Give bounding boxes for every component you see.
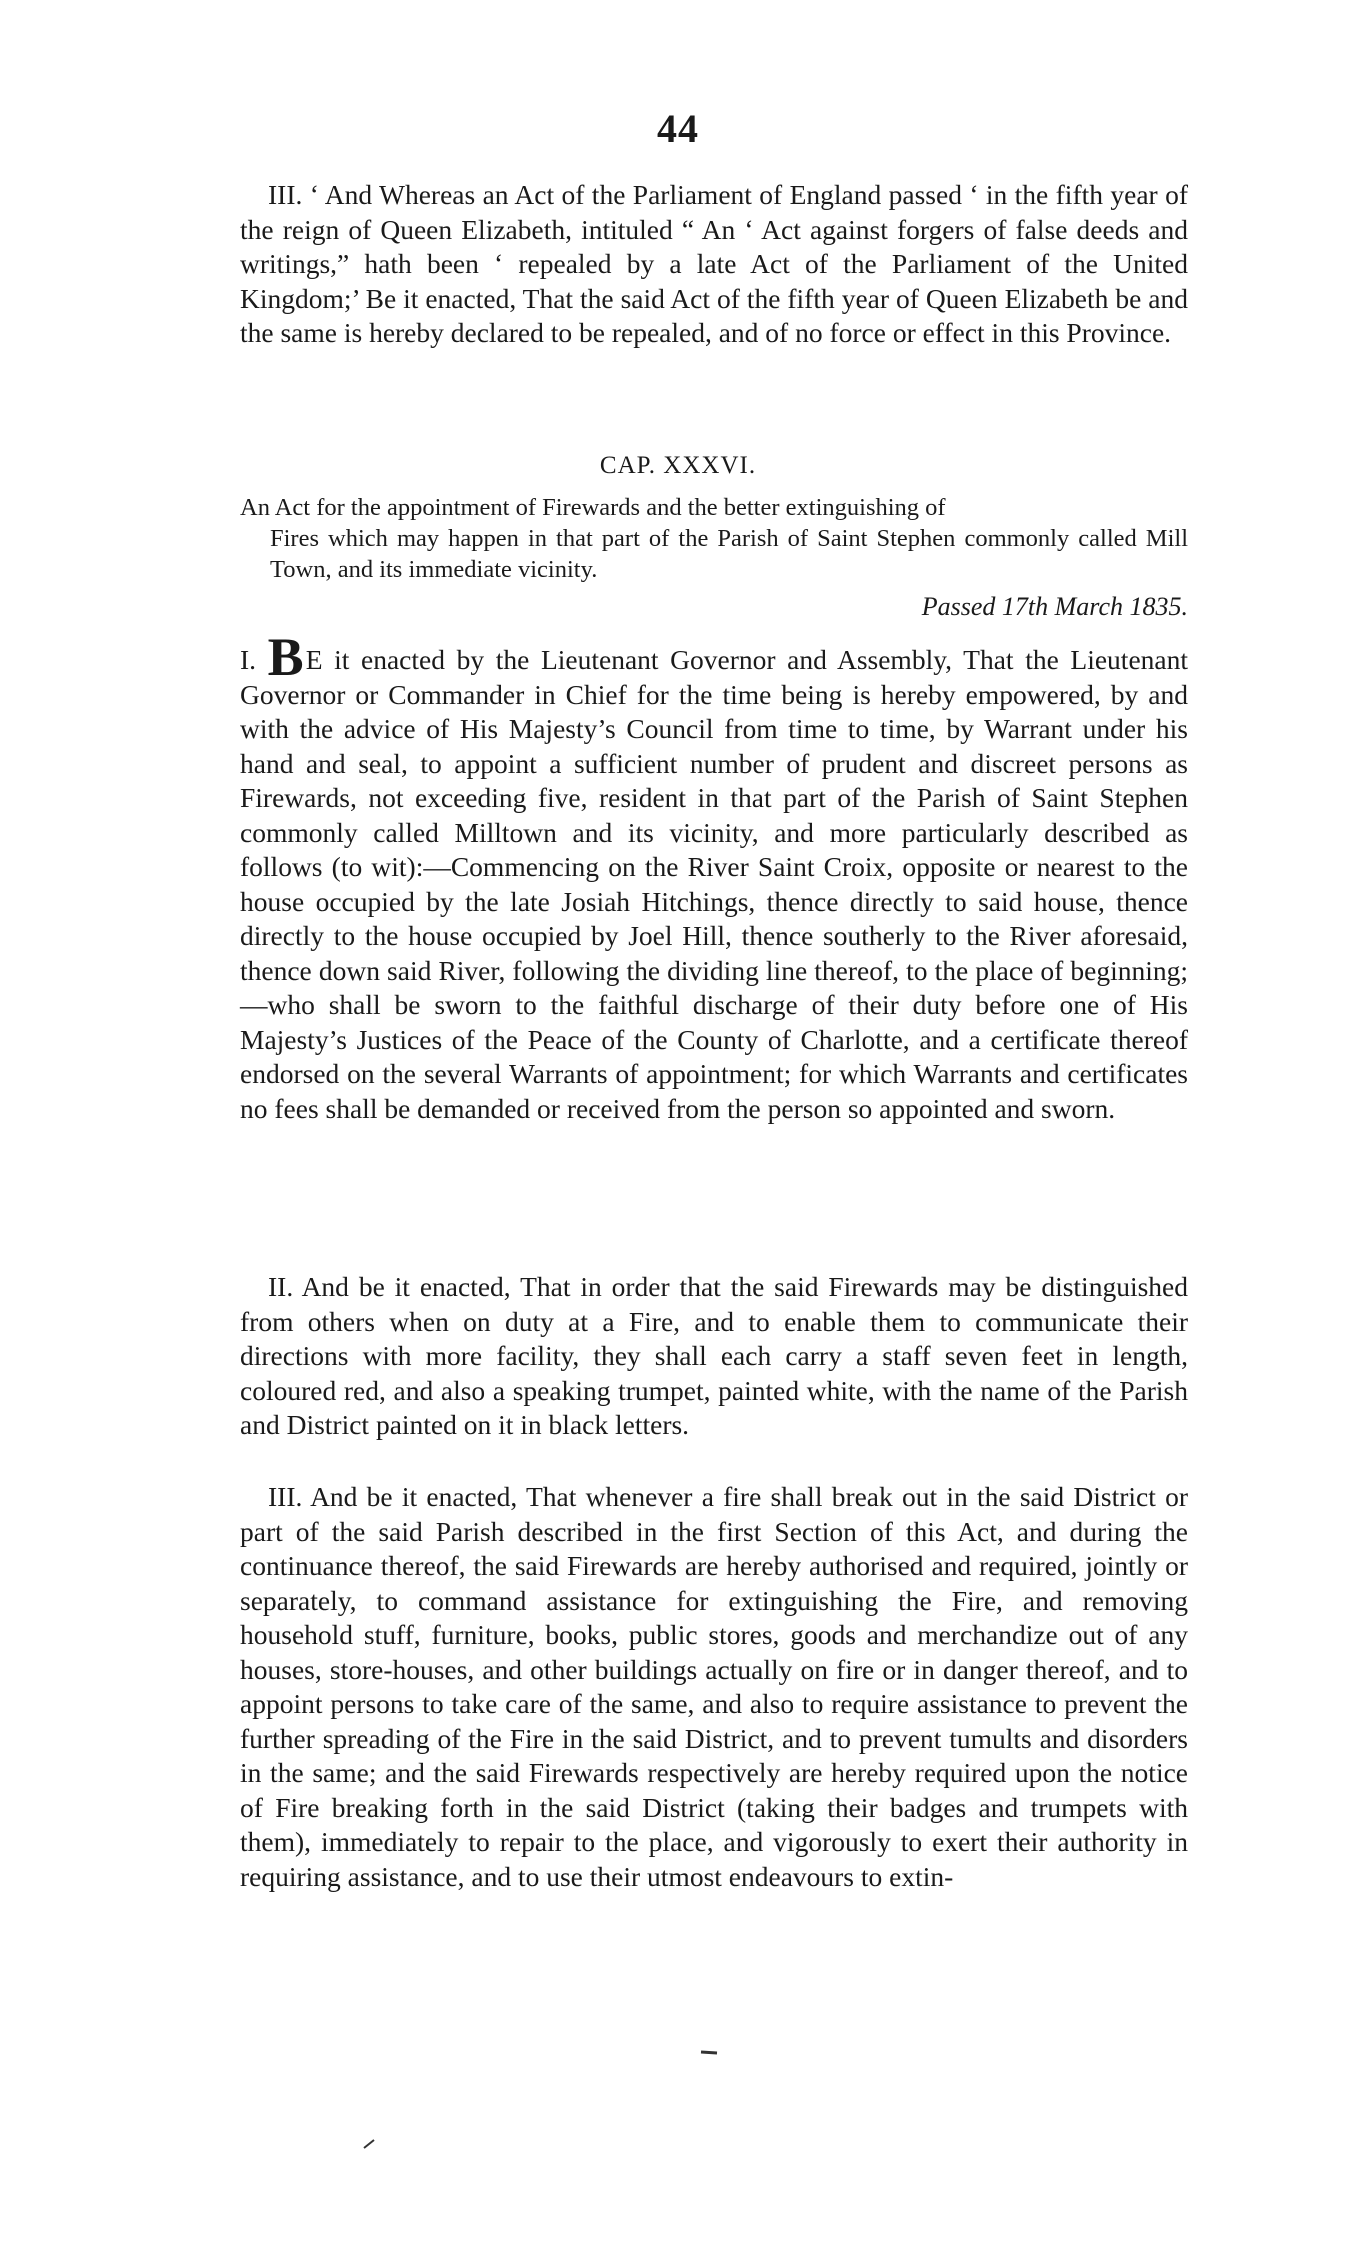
print-mark-tick [362, 2130, 376, 2156]
page-number: 44 [657, 106, 699, 151]
repeal-section [240, 178, 1188, 351]
act-title-continuation: Fires which may happen in that part of the Parish of Saint Stephen commonly called Mill Town, and its immediate vicinity. [270, 525, 1188, 583]
print-mark-dash [700, 2035, 718, 2061]
chapter-heading: CAP. XXXVI. [599, 452, 757, 479]
section-3-text: III. And be it enacted, That whenever a fire shall break out in the said District or part of the said Parish described in the first Section of this Act, and during the continuance thereof, the said Firewards are hereby authorised and required, jointly or separately, to command assistance for extinguishing the Fire, and removing household stuff, furniture, books, public stores, goods and merchandize out of any houses, store-houses, and other buildings actually on fire or in danger thereof, and to appoint persons to take care of the same, and also to require assistance to prevent the further spreading of the Fire in the said District, and to prevent tumults and disorders in the same; and the said Firewards respectively are hereby required upon the notice of Fire breaking forth in the said District (taking their badges and trumpets with them), immediately to repair to the place, and vigorously to exert their authority in requiring assistance, and to use their utmost endeavours to extin- [240, 1481, 1188, 1892]
section-3 [240, 1480, 1188, 1894]
section-2 [240, 1270, 1188, 1443]
section-1-dropcap: B [267, 627, 304, 687]
section-1 [240, 627, 1188, 1126]
section-1-paragraph [240, 627, 1188, 1126]
passed-date: Passed 17th March 1835. [921, 592, 1188, 621]
repeal-section-text: III. ‘ And Whereas an Act of the Parliament of England passed ‘ in the fifth year of the reign of Queen Elizabeth, intituled “ An ‘ Act against forgers of false deeds and writings,” hath been ‘ repealed by a late Act of the Parliament of the United Kingdom;’ Be it enacted, That the said Act of the fifth year of Queen Elizabeth be and the same is hereby declared to be repealed, and of no force or effect in this Province. [240, 179, 1188, 348]
section-1-number: I. [240, 644, 257, 675]
act-title [240, 492, 1188, 585]
section-2-text: II. And be it enacted, That in order that the said Firewards may be distinguished from others when on duty at a Fire, and to enable them to communicate their directions with more facility, they shall each carry a staff seven feet in length, coloured red, and also a speaking trumpet, painted white, with the name of the Parish and District painted on it in black letters. [240, 1271, 1188, 1440]
act-title-first-line: An Act for the appointment of Firewards and the better extinguishing of [240, 494, 946, 521]
section-1-text: E it enacted by the Lieutenant Governor and Assembly, That the Lieutenant Governor or Commander in Chief for the time being is hereby empowered, by and with the advice of His Majesty’s Council from time to time, by Warrant under his hand and seal, to appoint a sufficient number of prudent and discreet persons as Firewards, not exceeding five, resident in that part of the Parish of Saint Stephen commonly called Milltown and its vicinity, and more particularly described as follows (to wit):—Commencing on the River Saint Croix, opposite or nearest to the house occupied by the late Josiah Hitchings, thence directly to said house, thence directly to the house occupied by Joel Hill, thence southerly to the River aforesaid, thence down said River, following the dividing line thereof, to the place of beginning;—who shall be sworn to the faithful discharge of their duty before one of His Majesty’s Justices of the Peace of the County of Charlotte, and a certificate thereof endorsed on the several Warrants of appointment; for which Warrants and certificates no fees shall be demanded or received from the person so appointed and sworn. [240, 644, 1188, 1124]
